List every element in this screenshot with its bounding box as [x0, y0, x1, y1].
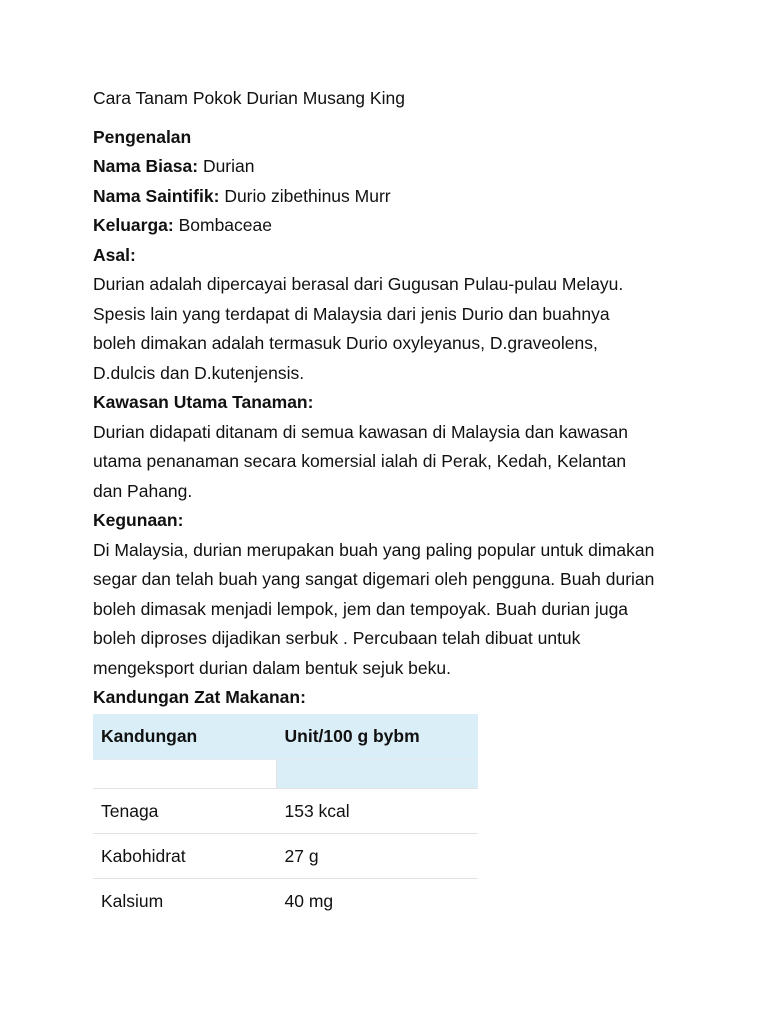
common-name-row: [93, 152, 675, 182]
family-value: Bombaceae: [178, 215, 272, 235]
uses-line: mengeksport durian dalam bentuk sejuk beku.: [93, 657, 451, 678]
main-area-line: dan Pahang.: [93, 480, 193, 501]
uses-line: boleh dimasak menjadi lempok, jem dan tempoyak. Buah durian juga: [93, 598, 629, 619]
table-header-cell: Kandungan: [93, 714, 277, 760]
main-area-line: utama penanaman secara komersial ialah di Perak, Kedah, Kelantan: [93, 451, 627, 471]
document-title: Cara Tanam Pokok Durian Musang King: [93, 88, 405, 108]
common-name-value: Durian: [202, 156, 255, 176]
origin-line: boleh dimakan adalah termasuk Durio oxyleyanus, D.graveolens,: [93, 333, 598, 353]
scientific-name-label: Nama Saintifik:: [93, 185, 220, 206]
origin-heading: Asal:: [93, 244, 136, 265]
table-header-cell: Unit/100 g bybm: [277, 714, 479, 760]
nutrition-heading: Kandungan Zat Makanan:: [93, 687, 306, 707]
table-blank-cell: [277, 760, 479, 789]
table-cell: Tenaga: [93, 789, 277, 834]
origin-line: Durian adalah dipercayai berasal dari Gugusan Pulau-pulau Melayu.: [93, 274, 624, 294]
uses-heading: Kegunaan:: [93, 510, 184, 530]
origin-line: Spesis lain yang terdapat di Malaysia dari jenis Durio dan buahnya: [93, 303, 610, 324]
main-area-line: Durian didapati ditanam di semua kawasan di Malaysia dan kawasan: [93, 421, 629, 442]
intro-heading: Pengenalan: [93, 126, 192, 147]
table-cell: 27 g: [277, 834, 479, 879]
scientific-name-row: [93, 182, 675, 212]
main-area-heading: Kawasan Utama Tanaman:: [93, 392, 314, 412]
uses-line: segar dan telah buah yang sangat digemari oleh pengguna. Buah durian: [93, 569, 655, 589]
table-blank-row: [93, 760, 478, 789]
scientific-name-value: Durio zibethinus Murr: [224, 185, 391, 206]
origin-line: D.dulcis dan D.kutenjensis.: [93, 362, 305, 383]
table-cell: 153 kcal: [277, 789, 479, 834]
uses-line: boleh diproses dijadikan serbuk . Percubaan telah dibuat untuk: [93, 628, 581, 648]
table-row: [93, 834, 478, 879]
table-cell: Kabohidrat: [93, 834, 277, 879]
uses-line: Di Malaysia, durian merupakan buah yang paling popular untuk dimakan: [93, 539, 655, 560]
table-cell: 40 mg: [284, 890, 334, 911]
table-row: [93, 789, 478, 834]
nutrition-table: [93, 714, 478, 923]
common-name-label: Nama Biasa:: [93, 156, 199, 176]
table-header-row: [93, 714, 478, 760]
table-blank-cell: [93, 760, 277, 789]
family-label: Keluarga:: [93, 215, 174, 235]
table-row: [93, 879, 478, 924]
family-row: [93, 211, 675, 241]
table-cell: Kalsium: [101, 890, 164, 911]
document-body: [93, 84, 675, 713]
